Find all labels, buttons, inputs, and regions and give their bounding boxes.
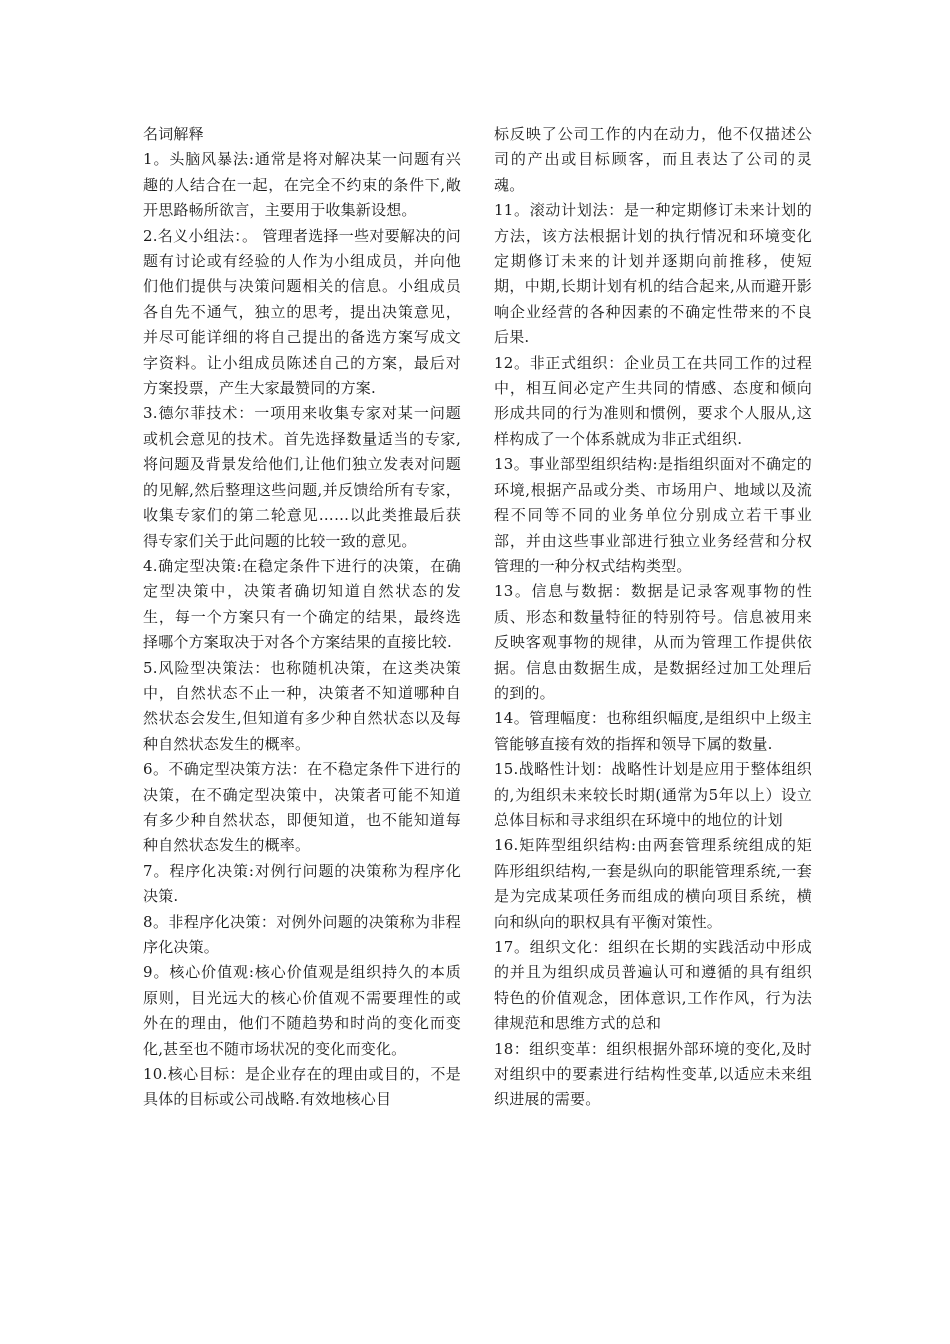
term-paragraph: 15.战略性计划：战略性计划是应用于整体组织的,为组织未来较长时期(通常为5年以上）设立总体目标和寻求组织在环境中的地位的计划 <box>494 760 812 829</box>
term-paragraph: 8。非程序化决策：对例外问题的决策称为非程序化决策。 <box>143 912 461 956</box>
left-column <box>143 122 461 1113</box>
term-paragraph: 11。滚动计划法：是一种定期修订未来计划的方法，该方法根据计划的执行情况和环境变化定期修订未来的计划并逐期向前推移，使短期，中期,长期计划有机的结合起来,从而避开影响企业经营的各种因素的不确定性带来的不良后果. <box>494 201 812 347</box>
term-paragraph: 13。事业部型组织结构:是指组织面对不确定的环境,根据产品或分类、市场用户、地域以及流程不同等不同的业务单位分别成立若干事业部，并由这些事业部进行独立业务经营和分权管理的一种分权式结构类型。 <box>494 455 812 575</box>
term-paragraph: 18：组织变革：组织根据外部环境的变化,及时对组织中的要素进行结构性变革,以适应未来组织进展的需要。 <box>494 1039 812 1109</box>
term-paragraph: 7。程序化决策:对例行问题的决策称为程序化决策. <box>143 861 461 906</box>
right-column <box>494 122 812 1113</box>
term-paragraph: 4.确定型决策:在稳定条件下进行的决策，在确定型决策中，决策者确切知道自然状态的发生，每一个方案只有一个确定的结果，最终选择哪个方案取决于对各个方案结果的直接比较. <box>143 556 461 652</box>
term-paragraph: 1。头脑风暴法:通常是将对解决某一问题有兴趣的人结合在一起，在完全不约束的条件下,敞开思路畅所欲言，主要用于收集新设想。 <box>143 150 461 220</box>
document-title: 名词解释 <box>143 125 204 143</box>
term-paragraph: 10.核心目标：是企业存在的理由或目的，不是具体的目标或公司战略.有效地核心目 <box>143 1065 461 1109</box>
term-paragraph: 13。信息与数据：数据是记录客观事物的性质、形态和数量特征的特别符号。信息被用来反映客观事物的规律，从而为管理工作提供依据。信息由数据生成，是数据经过加工处理后的到的。 <box>494 582 812 702</box>
term-paragraph: 3.德尔菲技术：一项用来收集专家对某一问题或机会意见的技术。首先选择数量适当的专家,将问题及背景发给他们,让他们独立发表对问题的见解,然后整理这些问题,并反馈给所有专家，收集专家们的第二轮意见……以此类推最后获得专家们关于此问题的比较一致的意见。 <box>143 404 461 550</box>
term-paragraph: 16.矩阵型组织结构:由两套管理系统组成的矩阵形组织结构,一套是纵向的职能管理系统,一套是为完成某项任务而组成的横向项目系统，横向和纵向的职权具有平衡对策性。 <box>494 836 812 931</box>
term-paragraph: 2.名义小组法：。 管理者选择一些对要解决的问题有讨论或有经验的人作为小组成员，并向他们他们提供与决策问题相关的信息。小组成员各自先不通气，独立的思考，提出决策意见，并尽可能详细的将自己提出的备选方案写成文字资料。让小组成员陈述自己的方案，最后对方案投票，产生大家最赞同的方案. <box>143 226 461 398</box>
term-paragraph: 12。非正式组织：企业员工在共同工作的过程中，相互间必定产生共同的情感、态度和倾向形成共同的行为准则和惯例，要求个人服从,这样构成了一个体系就成为非正式组织. <box>494 353 812 448</box>
term-paragraph: 6。不确定型决策方法：在不稳定条件下进行的决策，在不确定型决策中，决策者可能不知道有多少种自然状态，即便知道，也不能知道每种自然状态发生的概率。 <box>143 760 461 855</box>
term-paragraph: 5.风险型决策法：也称随机决策，在这类决策中，自然状态不止一种，决策者不知道哪种自然状态会发生,但知道有多少种自然状态以及每种自然状态发生的概率。 <box>143 658 461 753</box>
term-paragraph: 标反映了公司工作的内在动力，他不仅描述公司的产出或目标顾客，而且表达了公司的灵魂。 <box>494 125 812 194</box>
term-paragraph: 17。组织文化：组织在长期的实践活动中形成的并且为组织成员普遍认可和遵循的具有组织特色的价值观念，团体意识,工作作风，行为法律规范和思维方式的总和 <box>494 938 812 1033</box>
term-paragraph: 9。核心价值观:核心价值观是组织持久的本质原则，目光远大的核心价值观不需要理性的或外在的理由，他们不随趋势和时尚的变化而变化,甚至也不随市场状况的变化而变化。 <box>143 963 461 1058</box>
term-paragraph: 14。管理幅度：也称组织幅度,是组织中上级主管能够直接有效的指挥和领导下属的数量. <box>494 709 812 753</box>
